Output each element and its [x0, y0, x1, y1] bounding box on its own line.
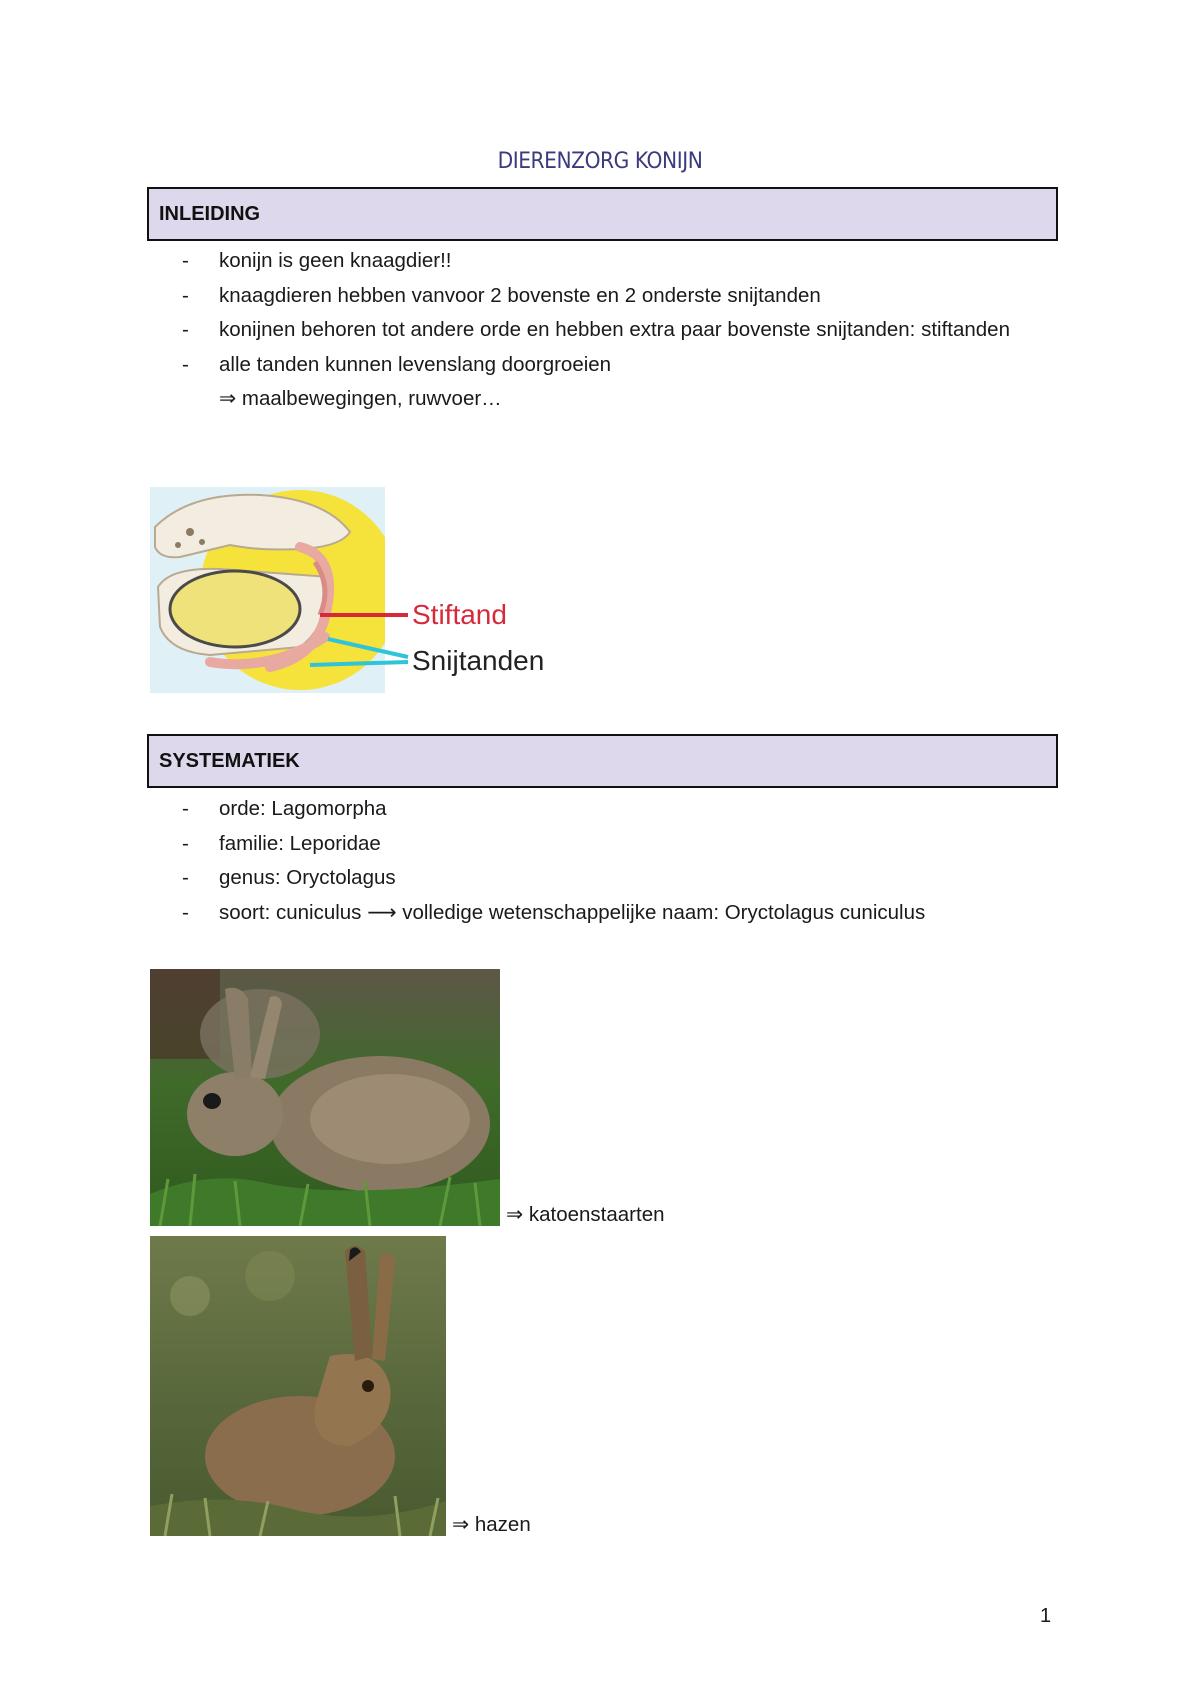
- jaw-cavity: [170, 571, 300, 647]
- list-item: - knaagdieren hebben vanvoor 2 bovenste en 2 onderste snijtanden: [182, 283, 821, 307]
- cottontail-photo: [150, 969, 500, 1226]
- section-header-label: SYSTEMATIEK: [159, 749, 300, 772]
- inleiding-list: [147, 244, 1058, 417]
- page-title: DIERENZORG KONIJN: [497, 149, 703, 174]
- list-item: - orde: Lagomorpha: [182, 797, 387, 820]
- hare-eye: [362, 1380, 374, 1392]
- section-header-inleiding: [147, 187, 1058, 241]
- list-sub-item: ⇒ maalbewegingen, ruwvoer…: [219, 387, 502, 410]
- section-header-label: INLEIDING: [159, 202, 261, 225]
- systematiek-list: [147, 792, 1058, 930]
- rabbit-head: [187, 1072, 283, 1156]
- list-item: - soort: cuniculus ⟶ volledige wetenschappelijke naam: Oryctolagus cuniculus: [182, 900, 926, 924]
- rabbit-teeth-diagram: [150, 487, 565, 693]
- rabbit-eye: [203, 1093, 221, 1109]
- list-item: - familie: Leporidae: [182, 831, 381, 855]
- hare-caption: ⇒ hazen: [452, 1513, 531, 1536]
- label-stiftand: Stiftand: [412, 599, 507, 630]
- list-item: - konijnen behoren tot andere orde en hebben extra paar bovenste snijtanden: stiftanden: [182, 318, 1010, 341]
- page-number: 1: [1040, 1605, 1052, 1627]
- cottontail-caption: ⇒ katoenstaarten: [506, 1203, 665, 1226]
- label-snijtanden: Snijtanden: [412, 645, 545, 676]
- list-item: - alle tanden kunnen levenslang doorgroeien ⇒ maalbewegingen, ruwvoer…: [147, 348, 1058, 417]
- list-item: - konijn is geen knaagdier!!: [182, 249, 452, 272]
- hare-photo: [150, 1236, 446, 1536]
- list-item: - genus: Oryctolagus: [182, 866, 396, 889]
- section-header-systematiek: [147, 734, 1058, 788]
